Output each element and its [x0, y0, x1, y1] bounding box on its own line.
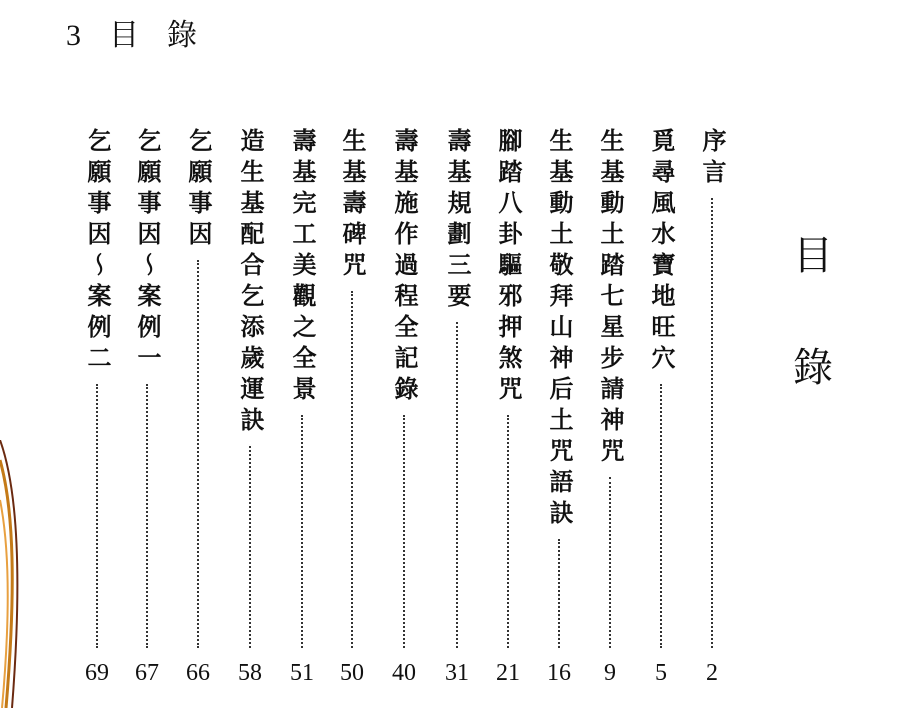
- running-head-title-char: 錄: [167, 19, 197, 52]
- toc-entry-page-number: 31: [445, 660, 469, 686]
- toc-entry-leader: [558, 539, 560, 648]
- toc-entry-page-number: 50: [340, 660, 364, 686]
- toc-entry-leader: [249, 446, 251, 648]
- toc-title: [788, 233, 838, 460]
- toc-entry-leader: [403, 415, 405, 648]
- running-head-title-char: 目: [109, 19, 139, 52]
- toc-entry-title: 造生基配合乞添歲運訣: [236, 128, 265, 438]
- toc-entry-leader: [197, 260, 199, 648]
- toc-entry[interactable]: [77, 128, 117, 648]
- toc-entry-page-number: 21: [496, 660, 520, 686]
- toc-entry-page-number: 5: [655, 660, 667, 686]
- toc-entry-leader: [609, 477, 611, 648]
- toc-entry-page-number: 40: [392, 660, 416, 686]
- toc-entry-page-number: 9: [604, 660, 616, 686]
- toc-entry-title: 生基動土踏七星步請神咒: [596, 128, 625, 469]
- toc-entry-leader: [96, 384, 98, 648]
- toc-entry-title: 乞願事因: [184, 128, 213, 252]
- toc-entry[interactable]: [384, 128, 424, 648]
- decorative-swoosh: [0, 440, 24, 708]
- toc-entry-leader: [351, 291, 353, 648]
- toc-entry-title: 生基動土敬拜山神后土咒語訣: [545, 128, 574, 531]
- toc-entry[interactable]: [488, 128, 528, 648]
- toc-entry-title: 乞願事因～案例一: [133, 128, 162, 376]
- toc-entry[interactable]: [437, 128, 477, 648]
- toc-entry-title: 生基壽碑咒: [338, 128, 367, 283]
- toc-entry-leader: [711, 198, 713, 648]
- toc-entry[interactable]: [539, 128, 579, 648]
- toc-entry[interactable]: [590, 128, 630, 648]
- toc-entry-leader: [660, 384, 662, 648]
- running-head: [66, 10, 225, 54]
- toc-entry[interactable]: [230, 128, 270, 648]
- toc-entry[interactable]: [282, 128, 322, 648]
- toc-entry-leader: [146, 384, 148, 648]
- toc-title-char: 目: [793, 233, 833, 279]
- toc-entry[interactable]: [127, 128, 167, 648]
- toc-entry-page-number: 67: [135, 660, 159, 686]
- toc-entry-page-number: 2: [706, 660, 718, 686]
- toc-entry-page-number: 58: [238, 660, 262, 686]
- toc-entry-title: 壽基施作過程全記錄: [390, 128, 419, 407]
- toc-entry-title: 序言: [698, 128, 727, 190]
- toc-entry[interactable]: [692, 128, 732, 648]
- toc-entry[interactable]: [178, 128, 218, 648]
- toc-entry-leader: [456, 322, 458, 648]
- toc-entry-title: 腳踏八卦驅邪押煞咒: [494, 128, 523, 407]
- toc-entry-title: 覓尋風水寶地旺穴: [647, 128, 676, 376]
- toc-entry[interactable]: [641, 128, 681, 648]
- toc-entry-page-number: 51: [290, 660, 314, 686]
- toc-entry-leader: [507, 415, 509, 648]
- toc-entry[interactable]: [332, 128, 372, 648]
- toc-entry-title: 壽基完工美觀之全景: [288, 128, 317, 407]
- toc-entry-title: 壽基規劃三要: [443, 128, 472, 314]
- toc-entry-page-number: 66: [186, 660, 210, 686]
- toc-entry-leader: [301, 415, 303, 648]
- toc-entry-page-number: 69: [85, 660, 109, 686]
- page-number: 3: [66, 19, 81, 52]
- toc-entry-page-number: 16: [547, 660, 571, 686]
- toc-title-char: 錄: [793, 345, 833, 391]
- toc-entry-title: 乞願事因～案例二: [83, 128, 112, 376]
